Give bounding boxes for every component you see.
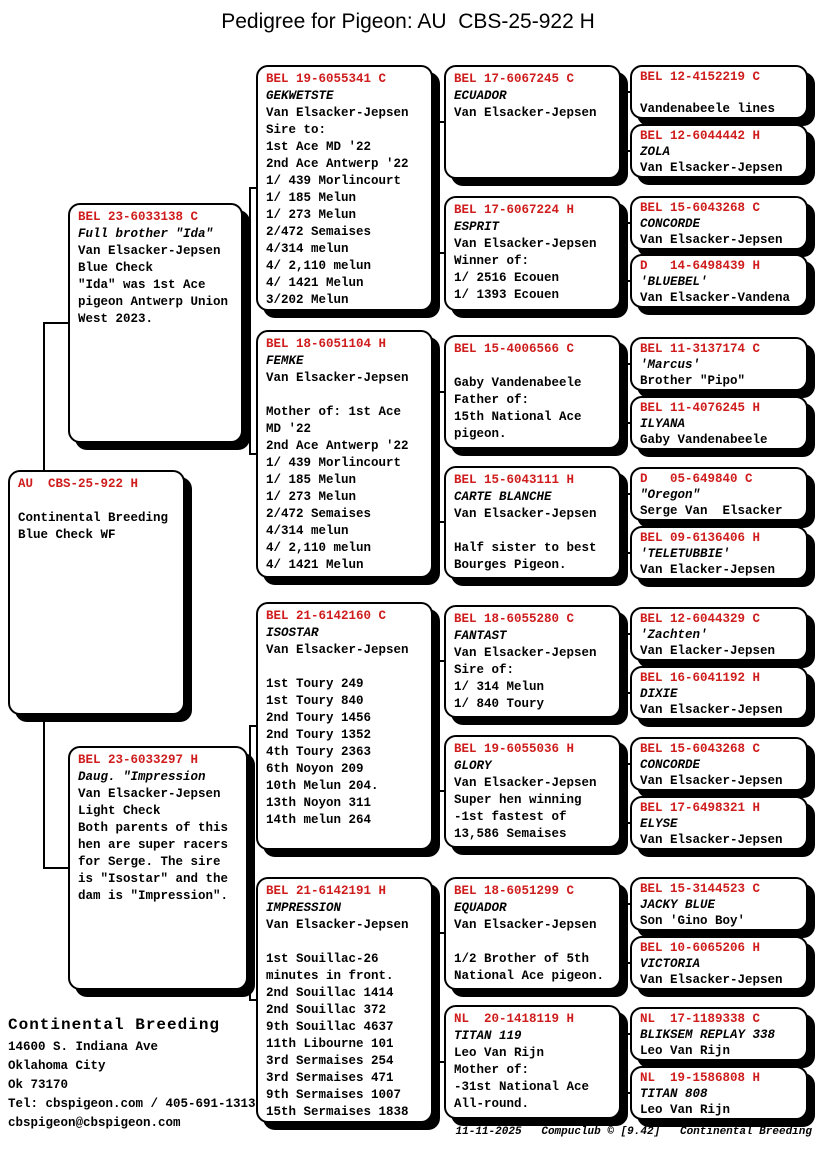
pedigree-line: 4/ 2,110 melun: [266, 541, 372, 555]
ring-number: BEL 12-4152219 C: [640, 70, 761, 84]
pedigree-line: pigeon Antwerp Union: [78, 295, 229, 309]
pedigree-line: 4/ 2,110 melun: [266, 259, 372, 273]
owner-name: Continental Breeding: [8, 1016, 221, 1034]
pigeon-name: IMPRESSION: [266, 901, 342, 915]
pedigree-line: Van Elsacker-Jepsen: [266, 643, 409, 657]
pedigree-line: 3/202 Melun: [266, 293, 349, 307]
pedigree-line: 6th Noyon 209: [266, 762, 364, 776]
pedigree-line: MD '22: [266, 422, 312, 436]
pedigree-line: 4/314 melun: [266, 242, 349, 256]
pedigree-line: West 2023.: [78, 312, 154, 326]
pigeon-name: 'Zachten': [640, 628, 708, 642]
pedigree-line: 1st Toury 249: [266, 677, 364, 691]
pigeon-name: FANTAST: [454, 629, 507, 643]
pedigree-line: -31st National Ace: [454, 1080, 590, 1094]
pedigree-line: Van Elsacker-Jepsen: [454, 918, 597, 932]
pedigree-line: 3rd Sermaises 471: [266, 1071, 394, 1085]
pedigree-line: [454, 523, 611, 540]
pedigree-line: Van Elsacker-Jepsen: [266, 918, 409, 932]
connector-line: [437, 391, 439, 523]
pedigree-line: Van Elsacker-Jepsen: [640, 161, 783, 175]
pedigree-box-gg3: [444, 335, 621, 449]
pedigree-line: Van Elsacker-Jepsen: [454, 646, 597, 660]
pedigree-line: minutes in front.: [266, 969, 394, 983]
ring-number: BEL 11-3137174 C: [640, 342, 761, 356]
connector-line: [249, 187, 251, 455]
pedigree-box-g1: [256, 65, 433, 311]
ring-number: BEL 18-6051104 H: [266, 337, 387, 351]
pedigree-box-gg6: [444, 735, 621, 848]
pedigree-line: Van Elsacker-Jepsen: [640, 703, 783, 717]
pedigree-line: 9th Souillac 4637: [266, 1020, 394, 1034]
pigeon-name: ELYSE: [640, 817, 678, 831]
ring-number: BEL 15-6043268 C: [640, 201, 761, 215]
pedigree-line: Mother of:: [454, 1063, 530, 1077]
pedigree-line: 1/ 840 Toury: [454, 697, 545, 711]
connector-line: [624, 363, 626, 424]
pedigree-box-gg7: [444, 877, 621, 990]
pedigree-line: 2/472 Semaises: [266, 507, 372, 521]
pedigree-box-ggg6: [630, 396, 808, 450]
ring-number: NL 20-1418119 H: [454, 1012, 575, 1026]
ring-number: BEL 11-4076245 H: [640, 401, 761, 415]
pedigree-line: 1st Souillac-26: [266, 952, 379, 966]
connector-line: [621, 391, 625, 393]
connector-line: [624, 493, 626, 554]
pedigree-line: 4/ 1421 Melun: [266, 276, 364, 290]
pedigree-box-ggg16: [630, 1066, 808, 1120]
pedigree-box-ggg9: [630, 607, 808, 661]
pedigree-box-gg5: [444, 605, 621, 718]
connector-line: [621, 790, 625, 792]
ring-number: D 05-649840 C: [640, 472, 753, 486]
pedigree-line: hen are super racers: [78, 838, 229, 852]
pedigree-line: Super hen winning: [454, 793, 582, 807]
pedigree-line: Van Elsacker-Vandena: [640, 291, 791, 305]
pedigree-line: 2/472 Semaises: [266, 225, 372, 239]
pigeon-name: GEKWETSTE: [266, 89, 334, 103]
pedigree-line: Both parents of this: [78, 821, 229, 835]
pedigree-line: 9th Sermaises 1007: [266, 1088, 402, 1102]
pedigree-box-ggg10: [630, 666, 808, 720]
pedigree-box-ggg13: [630, 877, 808, 931]
connector-line: [621, 521, 625, 523]
ring-number: NL 17-1189338 C: [640, 1012, 761, 1026]
pedigree-box-g3: [256, 602, 433, 850]
pedigree-line: Leo Van Rijn: [454, 1046, 545, 1060]
pigeon-name: ESPRIT: [454, 220, 500, 234]
ring-number: BEL 17-6498321 H: [640, 801, 761, 815]
pedigree-line: Serge Van Elsacker: [640, 504, 783, 518]
pedigree-line: Brother "Pipo": [640, 374, 746, 388]
pedigree-line: 1/ 273 Melun: [266, 208, 357, 222]
pedigree-box-ggg4: [630, 254, 808, 308]
pedigree-box-ggg12: [630, 796, 808, 850]
connector-line: [624, 763, 626, 824]
pedigree-line: Leo Van Rijn: [640, 1103, 731, 1117]
pedigree-line: Blue Check: [78, 261, 154, 275]
ring-number: BEL 17-6067224 H: [454, 203, 575, 217]
page-title: Pedigree for Pigeon: AU CBS-25-922 H: [221, 10, 595, 33]
pedigree-line: 2nd Ace Antwerp '22: [266, 439, 409, 453]
pigeon-name: TITAN 119: [454, 1029, 522, 1043]
connector-line: [248, 867, 250, 869]
pedigree-line: National Ace pigeon.: [454, 969, 605, 983]
pedigree-line: [266, 387, 423, 404]
ring-number: BEL 15-4006566 C: [454, 342, 575, 356]
connector-line: [243, 322, 250, 324]
pedigree-line: Van Elsacker-Jepsen: [266, 106, 409, 120]
pedigree-line: Winner of:: [454, 254, 530, 268]
pedigree-box-dam: [68, 746, 248, 990]
pedigree-line: 2nd Toury 1352: [266, 728, 372, 742]
pigeon-name: [640, 85, 798, 101]
pedigree-line: 1st Ace MD '22: [266, 140, 372, 154]
pedigree-line: pigeon.: [454, 427, 507, 441]
connector-line: [621, 252, 625, 254]
pedigree-box-gg4: [444, 466, 621, 579]
connector-line: [621, 660, 625, 662]
connector-line: [433, 725, 438, 727]
pigeon-name: 'TELETUBBIE': [640, 547, 731, 561]
pedigree-line: 1st Toury 840: [266, 694, 364, 708]
pedigree-line: 1/ 1393 Ecouen: [454, 288, 560, 302]
pedigree-line: 1/ 273 Melun: [266, 490, 357, 504]
connector-line: [621, 121, 625, 123]
pedigree-box-gg1: [444, 65, 621, 179]
pedigree-line: 15th Sermaises 1838: [266, 1105, 409, 1119]
pedigree-line: Leo Van Rijn: [640, 1044, 731, 1058]
pedigree-box-ggg3: [630, 196, 808, 250]
ring-number: BEL 15-6043268 C: [640, 742, 761, 756]
pedigree-line: Van Elsacker-Jepsen: [266, 371, 409, 385]
ring-number: BEL 09-6136406 H: [640, 531, 761, 545]
pigeon-name: VICTORIA: [640, 957, 701, 971]
pedigree-line: Van Elsacker-Jepsen: [640, 233, 783, 247]
ring-number: BEL 18-6055280 C: [454, 612, 575, 626]
ring-number: BEL 23-6033138 C: [78, 210, 199, 224]
pedigree-box-ggg8: [630, 526, 808, 580]
pedigree-line: 1/2 Brother of 5th: [454, 952, 590, 966]
pedigree-line: 1/ 185 Melun: [266, 473, 357, 487]
ring-number: BEL 16-6041192 H: [640, 671, 761, 685]
pedigree-box-ggg2: [630, 124, 808, 178]
pedigree-box-ggg1: [630, 65, 808, 119]
pedigree-line: Gaby Vandenabeele: [640, 433, 768, 447]
pedigree-line: Continental Breeding: [18, 511, 169, 525]
pedigree-box-ggg7: [630, 467, 808, 521]
pedigree-line: [266, 934, 423, 951]
pedigree-line: 2nd Souillac 372: [266, 1003, 387, 1017]
connector-line: [433, 999, 438, 1001]
owner-line: Tel: cbspigeon.com / 405-691-1313: [8, 1097, 256, 1111]
pedigree-line: Van Elsacker-Jepsen: [454, 237, 597, 251]
pedigree-line: [454, 934, 611, 951]
pedigree-box-g4: [256, 877, 433, 1123]
pedigree-line: 13,586 Semaises: [454, 827, 567, 841]
pedigree-line: Van Elsacker-Jepsen: [78, 244, 221, 258]
pedigree-line: Father of:: [454, 393, 530, 407]
pedigree-box-ggg14: [630, 936, 808, 990]
ring-number: BEL 18-6051299 C: [454, 884, 575, 898]
pigeon-name: CONCORDE: [640, 217, 701, 231]
pigeon-name: Full brother "Ida": [78, 227, 214, 241]
pedigree-line: Bourges Pigeon.: [454, 558, 567, 572]
pedigree-line: 14th melun 264: [266, 813, 372, 827]
pigeon-name: ILYANA: [640, 417, 686, 431]
connector-line: [433, 187, 438, 189]
pigeon-name: ZOLA: [640, 145, 671, 159]
pedigree-line: All-round.: [454, 1097, 530, 1111]
owner-line: Ok 73170: [8, 1078, 69, 1092]
pedigree-line: 1/ 185 Melun: [266, 191, 357, 205]
pedigree-line: Van Elsacker-Jepsen: [640, 973, 783, 987]
connector-line: [44, 322, 68, 324]
pedigree-line: Light Check: [78, 804, 161, 818]
pedigree-box-ggg11: [630, 737, 808, 791]
pedigree-line: 4/314 melun: [266, 524, 349, 538]
owner-line: 14600 S. Indiana Ave: [8, 1040, 159, 1054]
ring-number: BEL 19-6055341 C: [266, 72, 387, 86]
ring-number: BEL 15-6043111 H: [454, 473, 575, 487]
pigeon-name: BLIKSEM REPLAY 338: [640, 1028, 776, 1042]
pedigree-line: 13th Noyon 311: [266, 796, 372, 810]
pedigree-line: 10th Melun 204.: [266, 779, 379, 793]
pedigree-line: Mother of: 1st Ace: [266, 405, 402, 419]
pedigree-line: 2nd Ace Antwerp '22: [266, 157, 409, 171]
pedigree-line: Van Elacker-Jepsen: [640, 644, 776, 658]
pedigree-box-g2: [256, 330, 433, 578]
pigeon-name: JACKY BLUE: [640, 898, 716, 912]
ring-number: BEL 21-6142160 C: [266, 609, 387, 623]
ring-number: BEL 12-6044442 H: [640, 129, 761, 143]
pedigree-line: is "Isostar" and the: [78, 872, 229, 886]
pedigree-line: Van Elsacker-Jepsen: [78, 787, 221, 801]
pedigree-box-gg8: [444, 1005, 621, 1119]
pigeon-name: CONCORDE: [640, 758, 701, 772]
pigeon-name: CARTE BLANCHE: [454, 490, 552, 504]
pedigree-line: dam is "Impression".: [78, 889, 229, 903]
pigeon-name: FEMKE: [266, 354, 304, 368]
pedigree-line: 4th Toury 2363: [266, 745, 372, 759]
pedigree-line: Van Elsacker-Jepsen: [454, 776, 597, 790]
pedigree-line: Blue Check WF: [18, 528, 116, 542]
pigeon-name: "Oregon": [640, 488, 701, 502]
pedigree-line: Van Elsacker-Jepsen: [640, 833, 783, 847]
pedigree-box-subject: [8, 470, 185, 715]
pigeon-name: GLORY: [454, 759, 492, 773]
pedigree-box-ggg15: [630, 1007, 808, 1061]
connector-line: [621, 1061, 625, 1063]
pigeon-name: ECUADOR: [454, 89, 507, 103]
pedigree-line: 1/ 314 Melun: [454, 680, 545, 694]
ring-number: BEL 19-6055036 H: [454, 742, 575, 756]
ring-number: AU CBS-25-922 H: [18, 477, 139, 491]
pedigree-line: Sire of:: [454, 663, 515, 677]
pedigree-line: for Serge. The sire: [78, 855, 221, 869]
connector-line: [249, 725, 251, 1001]
pedigree-line: Van Elsacker-Jepsen: [454, 106, 597, 120]
connector-line: [433, 453, 438, 455]
pedigree-line: Son 'Gino Boy': [640, 914, 746, 928]
ring-number: BEL 12-6044329 C: [640, 612, 761, 626]
connector-line: [44, 867, 68, 869]
pedigree-line: "Ida" was 1st Ace: [78, 278, 206, 292]
pedigree-line: Van Elacker-Jepsen: [640, 563, 776, 577]
ring-number: BEL 17-6067245 C: [454, 72, 575, 86]
owner-line: Oklahoma City: [8, 1059, 106, 1073]
pigeon-name: Daug. "Impression: [78, 770, 206, 784]
connector-line: [624, 1033, 626, 1094]
footer-credit: 11-11-2025 Compuclub © [9.42] Continental Breeding: [455, 1126, 812, 1138]
pedigree-line: [266, 659, 423, 676]
pedigree-line: 1/ 2516 Ecouen: [454, 271, 560, 285]
pedigree-line: Gaby Vandenabeele: [454, 376, 582, 390]
connector-line: [624, 633, 626, 694]
pedigree-line: 15th National Ace: [454, 410, 582, 424]
pedigree-line: 1/ 439 Morlincourt: [266, 174, 402, 188]
pedigree-line: Half sister to best: [454, 541, 597, 555]
pigeon-name: 'Marcus': [640, 358, 701, 372]
pedigree-line: -1st fastest of: [454, 810, 567, 824]
pedigree-line: Van Elsacker-Jepsen: [454, 507, 597, 521]
pedigree-line: Vandenabeele lines: [640, 102, 776, 116]
pigeon-name: [18, 493, 175, 510]
pigeon-name: 'BLUEBEL': [640, 275, 708, 289]
ring-number: D 14-6498439 H: [640, 259, 761, 273]
ring-number: BEL 23-6033297 H: [78, 753, 199, 767]
pigeon-name: ISOSTAR: [266, 626, 319, 640]
ring-number: BEL 21-6142191 H: [266, 884, 387, 898]
ring-number: BEL 15-3144523 C: [640, 882, 761, 896]
connector-line: [621, 932, 625, 934]
pedigree-line: 2nd Toury 1456: [266, 711, 372, 725]
pedigree-line: Sire to:: [266, 123, 327, 137]
pedigree-box-sire: [68, 203, 243, 443]
pedigree-line: 4/ 1421 Melun: [266, 558, 364, 572]
pigeon-name: EQUADOR: [454, 901, 507, 915]
connector-line: [437, 932, 439, 1063]
pedigree-line: 2nd Souillac 1414: [266, 986, 394, 1000]
ring-number: NL 19-1586808 H: [640, 1071, 761, 1085]
pigeon-name: TITAN 808: [640, 1087, 708, 1101]
pedigree-box-gg2: [444, 196, 621, 311]
owner-line: cbspigeon@cbspigeon.com: [8, 1116, 181, 1130]
ring-number: BEL 10-6065206 H: [640, 941, 761, 955]
pigeon-name: [454, 358, 611, 375]
pedigree-box-ggg5: [630, 337, 808, 391]
pedigree-line: 3rd Sermaises 254: [266, 1054, 394, 1068]
pedigree-line: 11th Libourne 101: [266, 1037, 394, 1051]
pedigree-line: Van Elsacker-Jepsen: [640, 774, 783, 788]
pigeon-name: DIXIE: [640, 687, 678, 701]
pedigree-line: 1/ 439 Morlincourt: [266, 456, 402, 470]
